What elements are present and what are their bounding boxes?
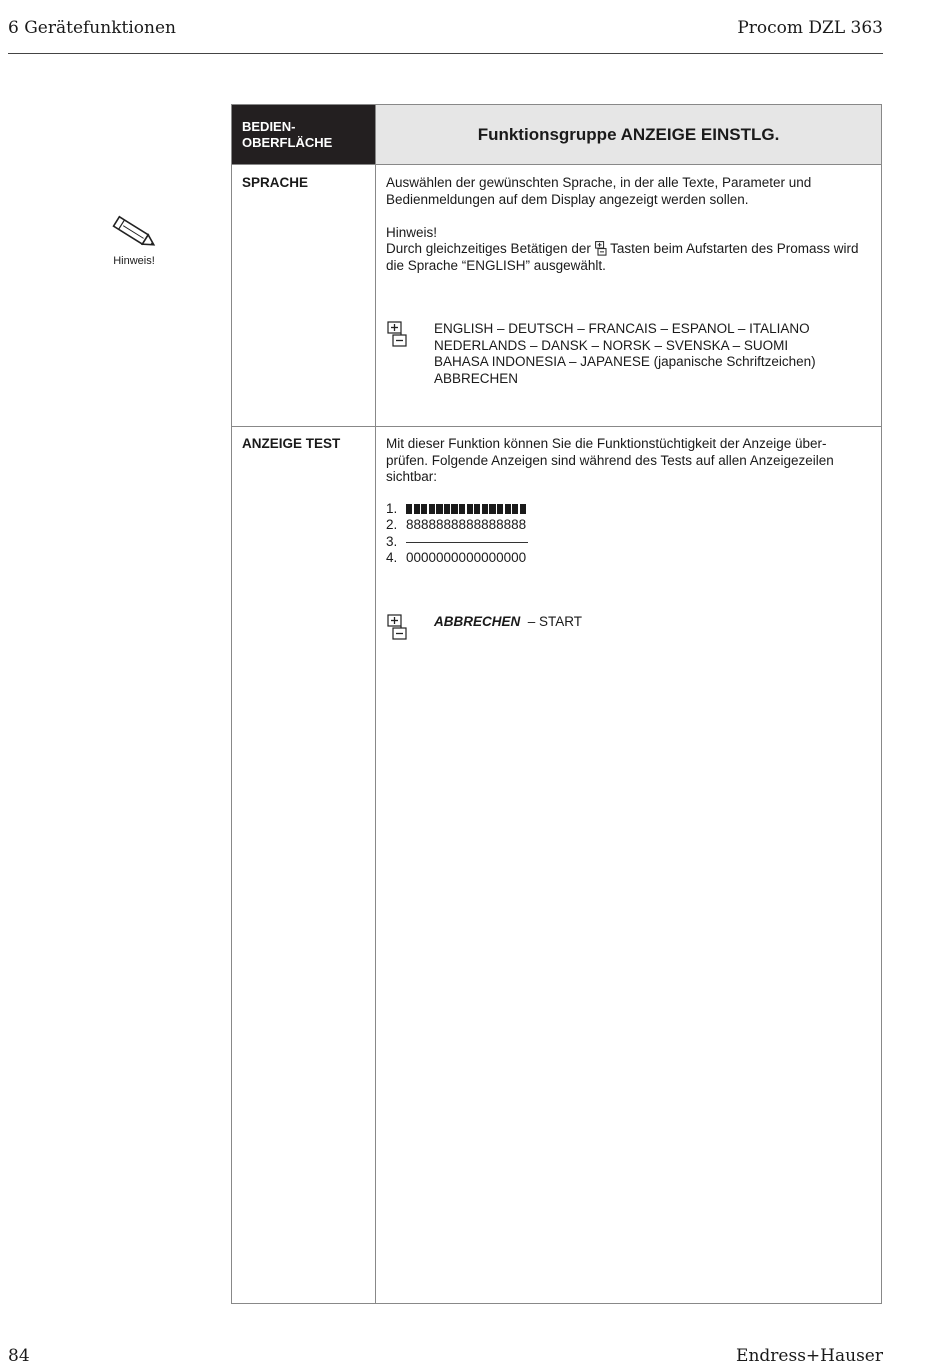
- display-block: [451, 504, 457, 514]
- test-item-number: 1.: [386, 501, 398, 516]
- sprache-description: [386, 175, 874, 274]
- option-line: ABBRECHEN: [434, 370, 519, 386]
- display-block: [505, 504, 511, 514]
- test-item: [386, 501, 528, 517]
- option-line: BAHASA INDONESIA – JAPANESE (japanische Schriftzeichen): [434, 354, 816, 369]
- test-item-text: 8888888888888888: [406, 517, 527, 533]
- anzeige-test-description: [386, 436, 856, 486]
- line-pattern: [406, 542, 528, 543]
- header-label-line2: OBERFLÄCHE: [242, 135, 333, 150]
- chapter-title: 6 Gerätefunktionen: [8, 18, 176, 38]
- display-block: [520, 504, 526, 514]
- table-header-interface: [232, 105, 375, 164]
- test-item: [386, 534, 528, 550]
- param-label-anzeige-test: ANZEIGE TEST: [242, 436, 341, 451]
- display-block: [436, 504, 442, 514]
- display-block: [444, 504, 450, 514]
- display-block: [406, 504, 412, 514]
- display-block: [489, 504, 495, 514]
- selection-default: ABBRECHEN: [434, 614, 521, 629]
- test-selection: [434, 614, 582, 629]
- display-block: [459, 504, 465, 514]
- header-row-rule: [232, 164, 882, 165]
- test-item-number: 2.: [386, 517, 398, 533]
- display-block: [429, 504, 435, 514]
- column-divider: [375, 104, 376, 1304]
- test-item: [386, 517, 528, 533]
- test-item-text: 0000000000000000: [406, 549, 527, 565]
- table-header-title: [376, 105, 881, 164]
- side-note-label: Hinweis!: [113, 255, 155, 267]
- side-note: [105, 213, 163, 267]
- note-text-before: Durch gleichzeitiges Betätigen der: [386, 241, 591, 256]
- test-item-number: 3.: [386, 533, 398, 549]
- display-block: [497, 504, 503, 514]
- pencil-note-icon: [109, 213, 159, 253]
- plus-minus-key-inline-icon: [595, 241, 607, 256]
- header-label-line1: BEDIEN-: [242, 119, 296, 134]
- block-pattern: [406, 504, 526, 514]
- display-block: [512, 504, 518, 514]
- selection-other: – START: [527, 614, 583, 629]
- plus-minus-keys-icon: [387, 321, 409, 349]
- anzeige-test-desc-text: Mit dieser Funktion können Sie die Funktionstüchtigkeit der Anzeige über-prüfen. Folgende Anzeigen sind während des Tests auf allen Anzeigezeilen sichtbar:: [386, 436, 834, 484]
- test-item-number: 4.: [386, 549, 398, 565]
- param-label-sprache: SPRACHE: [242, 175, 309, 190]
- header-rule: [8, 53, 883, 54]
- note-text: [386, 241, 874, 274]
- option-line: ENGLISH – DEUTSCH – FRANCAIS – ESPANOL – ITALIANO: [434, 321, 810, 336]
- display-block: [467, 504, 473, 514]
- test-item: [386, 550, 528, 566]
- display-block: [414, 504, 420, 514]
- display-test-list: [386, 501, 528, 566]
- plus-minus-keys-icon: [387, 614, 409, 642]
- function-table: [231, 104, 882, 1304]
- publisher-name: Endress+Hauser: [736, 1346, 883, 1366]
- display-block: [482, 504, 488, 514]
- note-title: Hinweis!: [386, 224, 438, 240]
- display-block: [474, 504, 480, 514]
- row-rule: [232, 426, 882, 427]
- document-title: Procom DZL 363: [737, 18, 883, 38]
- sprache-desc-text: Auswählen der gewünschten Sprache, in der alle Texte, Parameter und Bedienmeldungen auf dem Display angezeigt werden sollen.: [386, 175, 812, 207]
- language-options: [434, 321, 816, 387]
- note-text-after: Tasten beim Aufstarten des Promass wird die Sprache “ENGLISH” ausgewählt.: [386, 241, 859, 273]
- option-line: NEDERLANDS – DANSK – NORSK – SVENSKA – SUOMI: [434, 337, 789, 353]
- function-group-title: Funktionsgruppe ANZEIGE EINSTLG.: [477, 124, 780, 144]
- page-number: 84: [8, 1346, 30, 1366]
- display-block: [421, 504, 427, 514]
